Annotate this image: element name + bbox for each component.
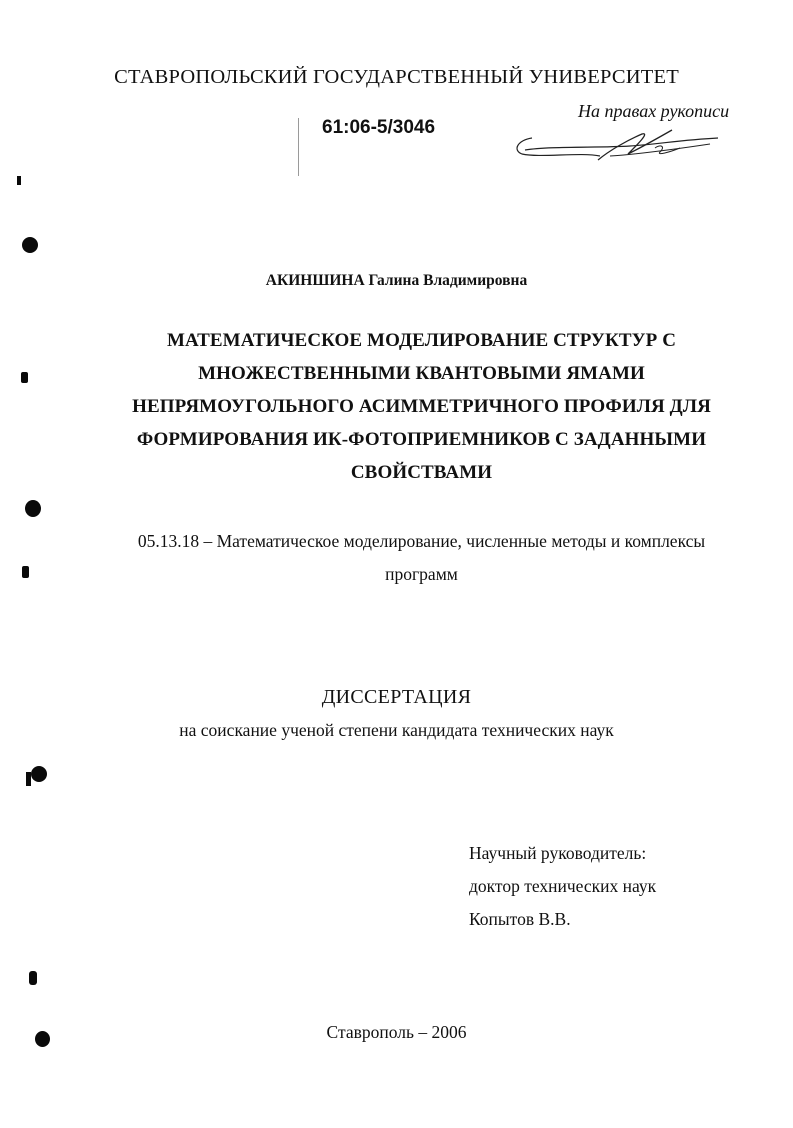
title-line: НЕПРЯМОУГОЛЬНОГО АСИММЕТРИЧНОГО ПРОФИЛЯ ДЛЯ bbox=[132, 396, 711, 417]
author-surname: АКИНШИНА bbox=[265, 272, 365, 289]
title-line: МНОЖЕСТВЕННЫМИ КВАНТОВЫМИ ЯМАМИ bbox=[198, 363, 645, 384]
document-type: ДИССЕРТАЦИЯ bbox=[321, 686, 472, 708]
supervisor-role: Научный руководитель: bbox=[469, 843, 647, 863]
supervisor-block bbox=[469, 837, 656, 936]
title-line: СВОЙСТВАМИ bbox=[350, 462, 493, 483]
call-number-divider bbox=[298, 118, 299, 176]
scan-mark bbox=[29, 971, 37, 985]
manuscript-note: На правах рукописи bbox=[578, 101, 730, 121]
binding-hole-mark bbox=[35, 1031, 50, 1047]
binding-hole-mark bbox=[25, 500, 41, 517]
title-line: МАТЕМАТИЧЕСКОЕ МОДЕЛИРОВАНИЕ СТРУКТУР С bbox=[166, 330, 677, 351]
binding-hole-mark bbox=[31, 766, 47, 782]
scan-mark bbox=[22, 566, 29, 578]
scan-mark bbox=[17, 176, 21, 185]
scan-mark bbox=[26, 772, 31, 786]
binding-hole-mark bbox=[22, 237, 38, 253]
specialty-line: 05.13.18 – Математическое моделирование, численные методы и комплексы bbox=[137, 531, 706, 551]
supervisor-name: Копытов В.В. bbox=[469, 909, 571, 929]
degree-statement: на соискание ученой степени кандидата технических наук bbox=[179, 720, 614, 740]
university-name: СТАВРОПОЛЬСКИЙ ГОСУДАРСТВЕННЫЙ УНИВЕРСИТЕТ bbox=[114, 66, 679, 88]
author-given-names: Галина Владимировна bbox=[368, 272, 528, 289]
title-line: ФОРМИРОВАНИЯ ИК-ФОТОПРИЕМНИКОВ С ЗАДАННЫМИ bbox=[136, 429, 707, 450]
specialty-code bbox=[110, 525, 733, 591]
signature-image bbox=[510, 126, 725, 170]
author-name bbox=[0, 272, 793, 290]
supervisor-degree: доктор технических наук bbox=[469, 876, 657, 896]
dissertation-title bbox=[100, 324, 743, 489]
specialty-line: программ bbox=[385, 564, 458, 584]
library-call-number: 61:06-5/3046 bbox=[322, 117, 436, 138]
city-year: Ставрополь – 2006 bbox=[326, 1022, 467, 1042]
scan-mark bbox=[21, 372, 28, 383]
